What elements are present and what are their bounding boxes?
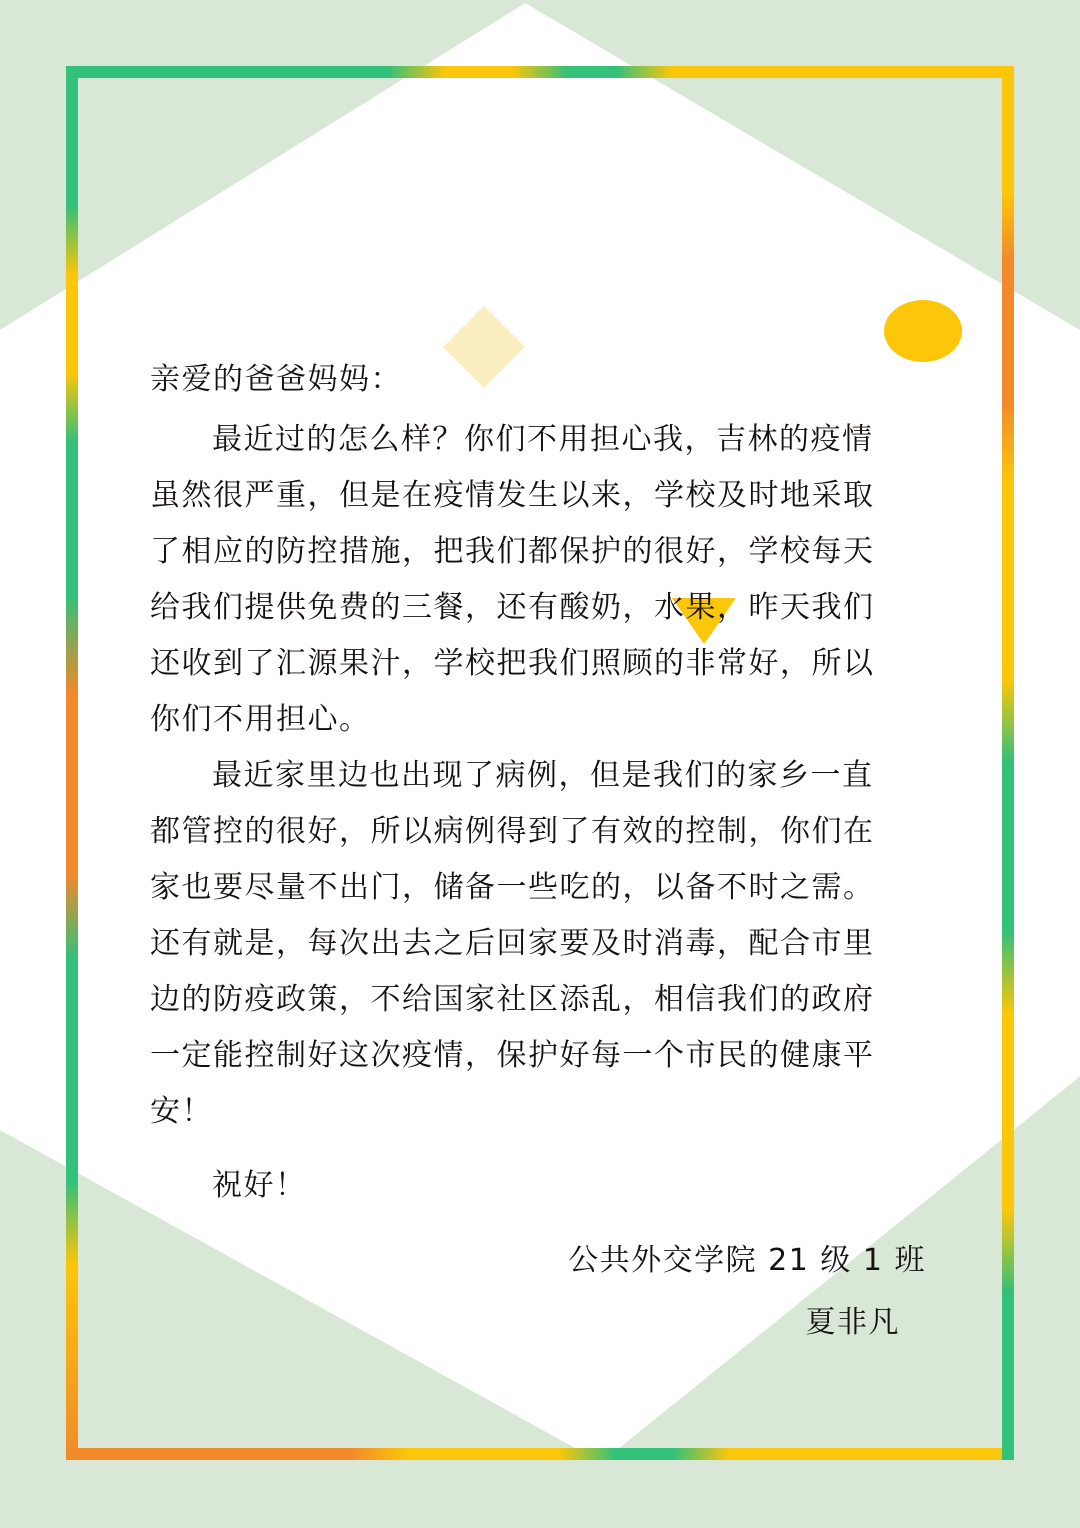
paragraph-1-line-5: 还收到了汇源果汁，学校把我们照顾的非常好，所以	[150, 646, 875, 681]
paragraph-2-line-6: 一定能控制好这次疫情，保护好每一个市民的健康平	[150, 1038, 875, 1073]
paragraph-1-line-6: 你们不用担心。	[150, 702, 371, 737]
letter-signature	[150, 1230, 940, 1354]
signature-affiliation: 公共外交学院 21 级 1 班	[568, 1243, 926, 1278]
paragraph-2-line-4: 还有就是，每次出去之后回家要及时消毒，配合市里	[150, 926, 875, 961]
frame-right-edge	[1002, 66, 1014, 1460]
letter-paragraph-1	[150, 412, 940, 748]
letter-paragraph-2	[150, 748, 940, 1140]
frame-top-edge	[66, 66, 1014, 78]
letter-closing: 祝好！	[212, 1168, 307, 1203]
paragraph-2-line-7: 安！	[150, 1094, 213, 1129]
paragraph-1-line-2: 虽然很严重，但是在疫情发生以来，学校及时地采取	[150, 478, 875, 513]
paragraph-1-line-1: 最近过的怎么样？你们不用担心我，吉林的疫情	[212, 422, 874, 457]
signature-name: 夏非凡	[805, 1305, 900, 1340]
paragraph-1-line-4: 给我们提供免费的三餐，还有酸奶，水果，昨天我们	[150, 590, 875, 625]
paragraph-2-line-5: 边的防疫政策，不给国家社区添乱，相信我们的政府	[150, 982, 875, 1017]
frame-left-edge	[66, 66, 78, 1460]
frame-bottom-edge	[66, 1448, 1014, 1460]
paragraph-2-line-2: 都管控的很好，所以病例得到了有效的控制，你们在	[150, 814, 875, 849]
letter-body	[150, 352, 940, 1354]
paragraph-2-line-1: 最近家里边也出现了病例，但是我们的家乡一直	[212, 758, 874, 793]
letter-salutation: 亲爱的爸爸妈妈：	[150, 362, 402, 397]
paragraph-2-line-3: 家也要尽量不出门，储备一些吃的，以备不时之需。	[150, 870, 875, 905]
paragraph-1-line-3: 了相应的防控措施，把我们都保护的很好，学校每天	[150, 534, 875, 569]
